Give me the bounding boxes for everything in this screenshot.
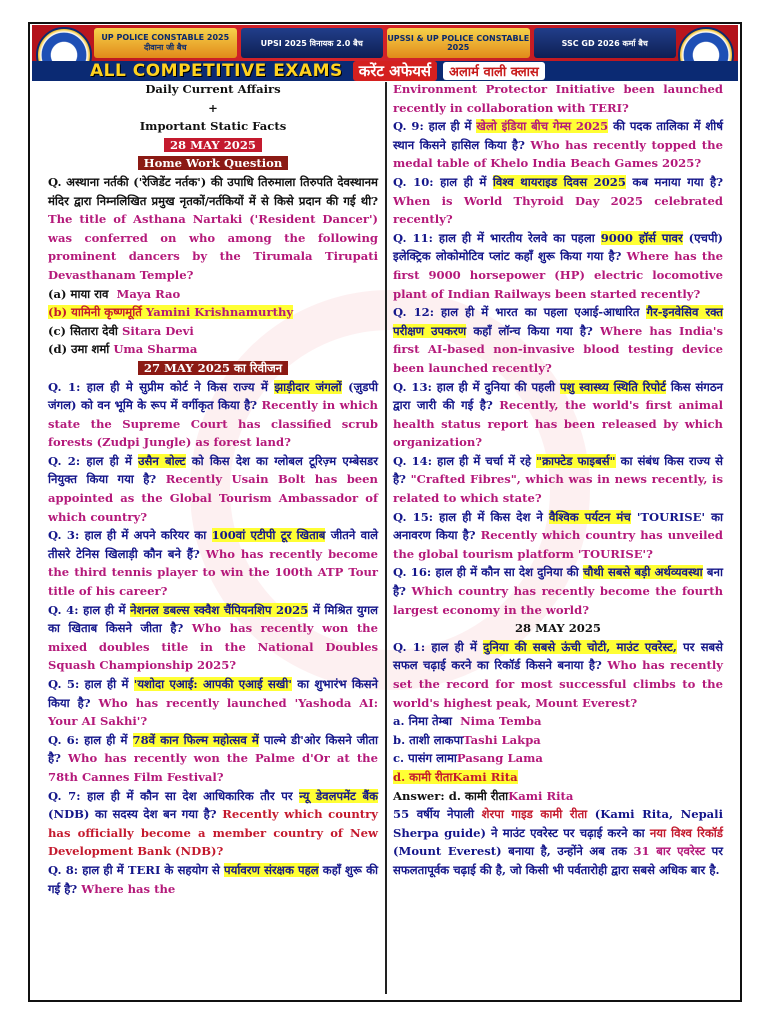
- option-a: a. निमा तेम्बा Nima Temba: [393, 714, 542, 729]
- date-label: 28 MAY 2025: [164, 138, 262, 152]
- date-heading: 28 MAY 2025: [514, 621, 601, 636]
- option-c: (c) सितारा देवी Sitara Devi: [48, 323, 194, 338]
- question-7: Q. 7: हाल ही में कौन सा देश आधिकारिक तौर पर न्यू डेवलपमेंट बैंक (NDB) का सदस्य देश बन गया है? Recently which country has officially become a member country of New Development Bank (NDB)?: [48, 788, 378, 859]
- answer-line: Answer: d. कामी रीताKami Rita: [393, 788, 574, 803]
- question-14: Q. 14: हाल ही में चर्चा में रहे "क्राफ्टेड फाइबर्स" का संबंध किस राज्य से है? "Crafted Fibres", which was in news recently, is related to which state?: [393, 453, 724, 506]
- question-6: Q. 6: हाल ही में 78वें कान फिल्म महोत्सव में पाल्मे डी'ओर किसने जीता है? Who has recently won the Palme d'Or at the 78th Cannes Film Festival?: [48, 732, 378, 784]
- homework-question: Q. अस्थाना नर्तकी ('रेजिडेंट नर्तक') की उपाधि तिरुमाला तिरुपति देवस्थानम मंदिर द्वारा निम्नलिखित प्रमुख नृतकों/नर्तकियों में से किसे प्रदान की गई थी? The title of Asthana Nartaki ('Resident Dancer') was conferred on who among the following prominent dancers by the Tirumala Tirupati Devasthanam Temple?: [48, 174, 378, 282]
- option-c: c. पासंग लामाPasang Lama: [393, 751, 543, 766]
- new-question-1: Q. 1: हाल ही में दुनिया की सबसे ऊंची चोटी, माउंट एवरेस्ट, पर सबसे सफल चढ़ाई करने का रिकॉर्ड किसने बनाया है? Who has recently set the record for most successful climbs to the world's highest peak, Mount Everest?: [393, 639, 724, 710]
- question-8-continued: Environment Protector Initiative been launched recently in collaboration with TERI?: [393, 82, 723, 115]
- header-banner: [32, 25, 738, 81]
- question-10: Q. 10: हाल ही में विश्व थायराइड दिवस 2025 कब मनाया गया है? When is World Thyroid Day 2025 celebrated recently?: [393, 174, 723, 227]
- question-15: Q. 15: हाल ही में किस देश ने वैश्विक पर्यटन मंच 'TOURISE' का अनावरण किया है? Recently which country has unveiled the global tourism platform 'TOURISE'?: [393, 509, 724, 561]
- promo-strip: [32, 25, 738, 61]
- banner-class-label: अलार्म वाली क्लास: [443, 62, 545, 80]
- option-b: (b) यामिनी कृष्णमूर्ति Yamini Krishnamurthy: [48, 305, 294, 320]
- promo-cell: SSC GD 2026 कर्मा बैच: [534, 28, 677, 58]
- question-11: Q. 11: हाल ही में भारतीय रेलवे का पहला 9000 हॉर्स पावर (एचपी) इलेक्ट्रिक लोकोमोटिव प्लांट कहाँ शुरू किया गया है? Where has the first 9000 horsepower (HP) electric locomotive plant of Indian Railways been started recently?: [393, 230, 723, 301]
- question-5: Q. 5: हाल ही में 'यशोदा एआई: आपकी एआई सखी' का शुभारंभ किसने किया है? Who has recently launched 'Yashoda AI: Your AI Sakhi'?: [48, 677, 378, 729]
- question-16: Q. 16: हाल ही में कौन सा देश दुनिया की चौथी सबसे बड़ी अर्थव्यवस्था बना है? Which country has recently become the fourth largest economy in the world?: [393, 565, 723, 617]
- homework-label: Home Work Question: [138, 156, 289, 170]
- heading-static: Important Static Facts: [139, 119, 287, 134]
- option-d: (d) उमा शर्मा Uma Sharma: [48, 342, 198, 357]
- question-1: Q. 1: हाल ही मे सुप्रीम कोर्ट ने किस राज्य में झाड़ीदार जंगलों (ज़ुडपी जंगल) को वन भूमि के रूप में वर्गीकृत किया है? Recently in which state the Supreme Court has classified scrub forests (Zudpi Jungle) as forest land?: [48, 379, 379, 450]
- option-d: d. कामी रीताKami Rita: [393, 769, 518, 784]
- promo-cell: UP POLICE CONSTABLE 2025 दीवाना जी बैच: [94, 28, 237, 58]
- promo-cell: UPSSI & UP POLICE CONSTABLE 2025: [387, 28, 530, 58]
- question-13: Q. 13: हाल ही में दुनिया की पहली पशु स्वास्थ्य स्थिति रिपोर्ट किस संगठन द्वारा जारी की गई है? Recently, the world's first animal health status report has been released by which organization?: [393, 379, 723, 450]
- explanation: 55 वर्षीय नेपाली शेरपा गाइड कामी रीता (Kami Rita, Nepali Sherpa guide) ने माउंट एवरेस्ट पर चढ़ाई करने का नया विश्व रिकॉर्ड (Mount Everest) बनाया है, उन्होंने अब तक 31 बार एवरेस्ट पर सफलतापूर्वक चढ़ाई की है, जो किसी भी पर्वतारोही द्वारा सबसे अधिक बार है.: [393, 807, 723, 877]
- question-2: Q. 2: हाल ही में उसैन बोल्ट को किस देश का ग्लोबल टूरिज़्म एम्बेसडर नियुक्त किया गया है? Recently Usain Bolt has been appointed as the Global Tourism Ambassador of which country?: [48, 453, 378, 524]
- revision-label: 27 MAY 2025 का रिवीजन: [138, 361, 288, 375]
- question-4: Q. 4: हाल ही में नेशनल डबल्स स्क्वैश चैंपियनशिप 2025 में मिश्रित युगल का खिताब किसने जीता है? Who has recently won the mixed doubles title in the National Doubles Squash Championship 2025?: [48, 602, 378, 673]
- option-a: (a) माया राव Maya Rao: [48, 286, 181, 301]
- title-bar: [32, 61, 738, 81]
- heading-daily: Daily Current Affairs: [145, 82, 281, 96]
- heading-plus: +: [208, 100, 218, 115]
- column-divider: [385, 82, 387, 994]
- banner-title: ALL COMPETITIVE EXAMS: [90, 61, 343, 81]
- question-12: Q. 12: हाल ही में भारत का पहला एआई-आधारित गैर-इनवेसिव रक्त परीक्षण उपकरण कहाँ लॉन्च किया गया है? Where has India's first AI-based non-invasive blood testing device been launched recently?: [393, 305, 724, 375]
- left-column: [48, 80, 378, 898]
- banner-subtitle: करेंट अफेयर्स: [353, 61, 437, 81]
- question-8: Q. 8: हाल ही में TERI के सहयोग से पर्यावरण संरक्षक पहल कहाँ शुरू की गई है? Where has the: [48, 862, 378, 896]
- question-9: Q. 9: हाल ही में खेलो इंडिया बीच गेम्स 2025 की पदक तालिका में शीर्ष स्थान किसने हासिल किया है? Who has recently topped the medal table of Khelo India Beach Games 2025?: [393, 119, 723, 171]
- right-column: [393, 80, 723, 880]
- option-b: b. ताशी लाकपाTashi Lakpa: [393, 732, 541, 747]
- promo-cell: UPSI 2025 विनायक 2.0 बैच: [241, 28, 384, 58]
- question-3: Q. 3: हाल ही में अपने करियर का 100वां एटीपी टूर खिताब जीतने वाले तीसरे टेनिस खिलाड़ी कौन बने हैं? Who has recently become the third tennis player to win the 100th ATP Tour title of his career?: [48, 528, 378, 599]
